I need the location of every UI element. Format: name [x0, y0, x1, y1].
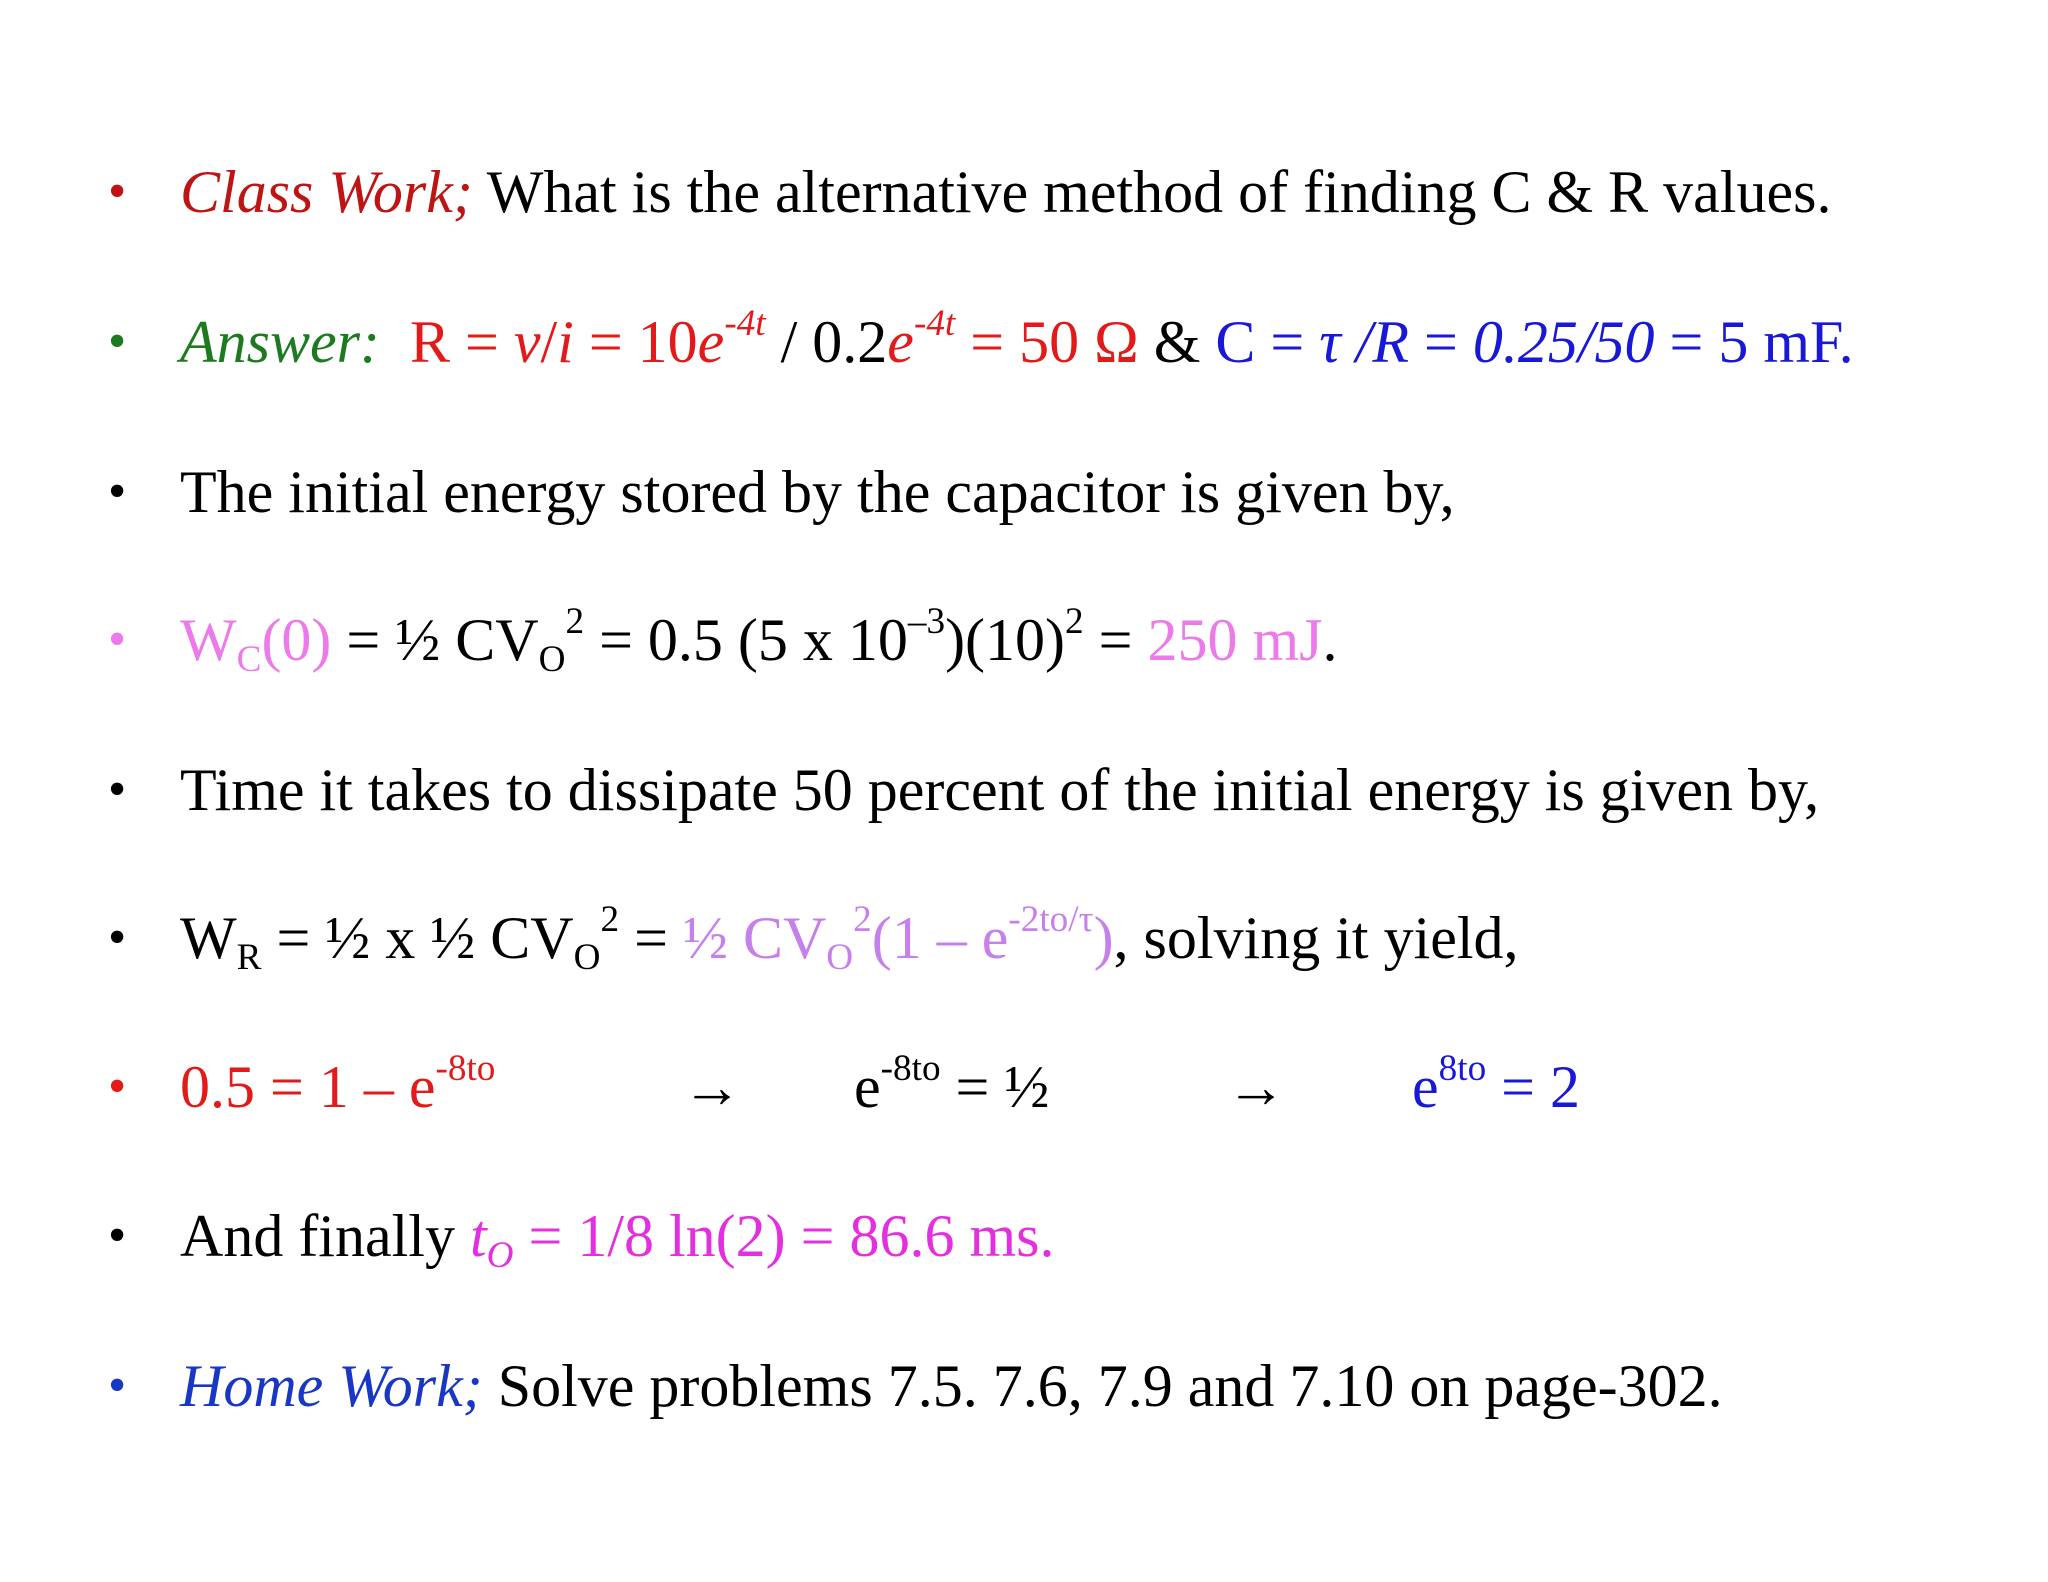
r-exp1: -4t: [724, 303, 766, 345]
bullet-row-answer: [0, 302, 2048, 382]
r-exp2: -4t: [913, 303, 956, 345]
wr-sq: 2: [600, 899, 620, 941]
wc-sq2: 2: [1065, 601, 1084, 643]
bullet-dot: •: [108, 163, 127, 220]
bullet-row-steps: [0, 1047, 2048, 1127]
wc-result: 250 mJ: [1147, 607, 1323, 673]
classwork-line: [180, 152, 1831, 232]
c-eq: =: [1409, 309, 1473, 375]
finally-result: = 1/8 ln(2) = 86.6 ms.: [513, 1203, 1055, 1269]
wc-eq1: = ½ CV: [331, 607, 539, 673]
step2-exp: -8to: [880, 1048, 941, 1090]
wc-lhs: [180, 607, 332, 681]
wc-sub-c: C: [236, 639, 262, 681]
bullet-dot: •: [108, 1357, 127, 1414]
wc-period: .: [1322, 607, 1338, 673]
step-3: [1412, 1047, 1580, 1127]
r-lhs: R =: [409, 309, 514, 375]
step2-base: e: [854, 1054, 881, 1120]
wr-sub-o: O: [573, 937, 601, 979]
homework-label: Home Work;: [180, 1353, 483, 1419]
r-e1: e: [697, 309, 725, 375]
wc-eq3: )(10): [945, 607, 1066, 673]
wc-equation: [180, 600, 1338, 680]
initial-energy-text: The initial energy stored by the capacitor is given by,: [180, 459, 1455, 525]
bullet-row-finally: [0, 1196, 2048, 1276]
wc-eq2: = 0.5 (5 x 10: [584, 607, 908, 673]
bullet-row-initial-energy: [0, 452, 2048, 532]
bullet-row-time-dissipate: [0, 750, 2048, 830]
wr-tail: , solving it yield,: [1113, 905, 1519, 971]
wc-arg: (0): [261, 607, 332, 673]
answer-line: [180, 302, 1854, 382]
wr-sub-r: R: [236, 937, 262, 979]
arrow-2: →: [1226, 1054, 1286, 1120]
wc-sq: 2: [565, 601, 585, 643]
r-div: / 0.2: [765, 309, 888, 375]
arrow-1: →: [682, 1054, 742, 1120]
wr-rhs-c: ): [1093, 905, 1114, 971]
r-i: i: [557, 309, 574, 375]
finally-result-expr: [469, 1203, 1055, 1277]
capacitance-expression: [1215, 309, 1853, 375]
bullet-row-wr: [0, 898, 2048, 978]
time-dissipate-text: Time it takes to dissipate 50 percent of the initial energy is given by,: [180, 757, 1820, 823]
answer-amp: &: [1138, 309, 1216, 375]
wc-sub-o: O: [538, 639, 566, 681]
wr-exp: -2to/τ: [1008, 899, 1094, 941]
r-e2: e: [887, 309, 914, 375]
step3-base: e: [1412, 1054, 1439, 1120]
finally-t: t: [469, 1203, 487, 1269]
wr-eq1: = ½ x ½ CV: [261, 905, 574, 971]
bullet-row-classwork: [0, 152, 2048, 232]
step-1: [180, 1047, 495, 1127]
wr-equation: [180, 898, 1519, 978]
wr-rhs-a: ½ CV: [682, 905, 827, 971]
classwork-text: What is the alternative method of finding C & R values.: [472, 159, 1832, 225]
bullet-dot: •: [108, 611, 127, 668]
resistance-expression: [409, 303, 1139, 375]
step1-base: 0.5 = 1 – e: [180, 1054, 436, 1120]
bullet-dot: •: [108, 313, 127, 370]
wr-sub-o2: O: [826, 937, 854, 979]
wc-eq4: =: [1083, 607, 1148, 673]
r-eq: = 10: [573, 309, 698, 375]
wr-rhs: [682, 899, 1114, 979]
c-lhs: C =: [1215, 309, 1320, 375]
bullet-dot: •: [108, 909, 127, 966]
step1-exp: -8to: [435, 1048, 496, 1090]
wc-exp: –3: [907, 601, 946, 643]
wr-eq2: =: [619, 905, 683, 971]
homework-text: Solve problems 7.5. 7.6, 7.9 and 7.10 on page-302.: [482, 1353, 1723, 1419]
r-v: v: [513, 309, 541, 375]
step-2: [854, 1047, 1049, 1127]
homework-line: [180, 1346, 1723, 1426]
step3-rest: = 2: [1486, 1054, 1581, 1120]
r-result: = 50 Ω: [955, 309, 1139, 375]
step2-rest: = ½: [940, 1054, 1050, 1120]
wr-w: W: [180, 905, 237, 971]
bullet-row-wc: [0, 600, 2048, 680]
classwork-label: Class Work;: [180, 159, 473, 225]
bullet-dot: •: [108, 1207, 127, 1264]
r-slash: /: [540, 309, 558, 375]
finally-text: And finally: [180, 1203, 470, 1269]
c-tau: τ /R: [1319, 309, 1410, 375]
bullet-dot: •: [108, 463, 127, 520]
bullet-dot: •: [108, 761, 127, 818]
bullet-dot: •: [108, 1058, 127, 1115]
answer-label: Answer:: [180, 309, 380, 375]
c-result: = 5 mF.: [1654, 309, 1854, 375]
bullet-row-homework: [0, 1346, 2048, 1426]
finally-line: [180, 1196, 1054, 1276]
wr-sq2: 2: [853, 899, 872, 941]
wr-rhs-b: (1 – e: [871, 905, 1009, 971]
wc-w: W: [180, 607, 237, 673]
c-frac: 0.25/50: [1472, 309, 1655, 375]
step3-exp: 8to: [1438, 1048, 1487, 1090]
finally-sub-o: O: [486, 1235, 514, 1277]
